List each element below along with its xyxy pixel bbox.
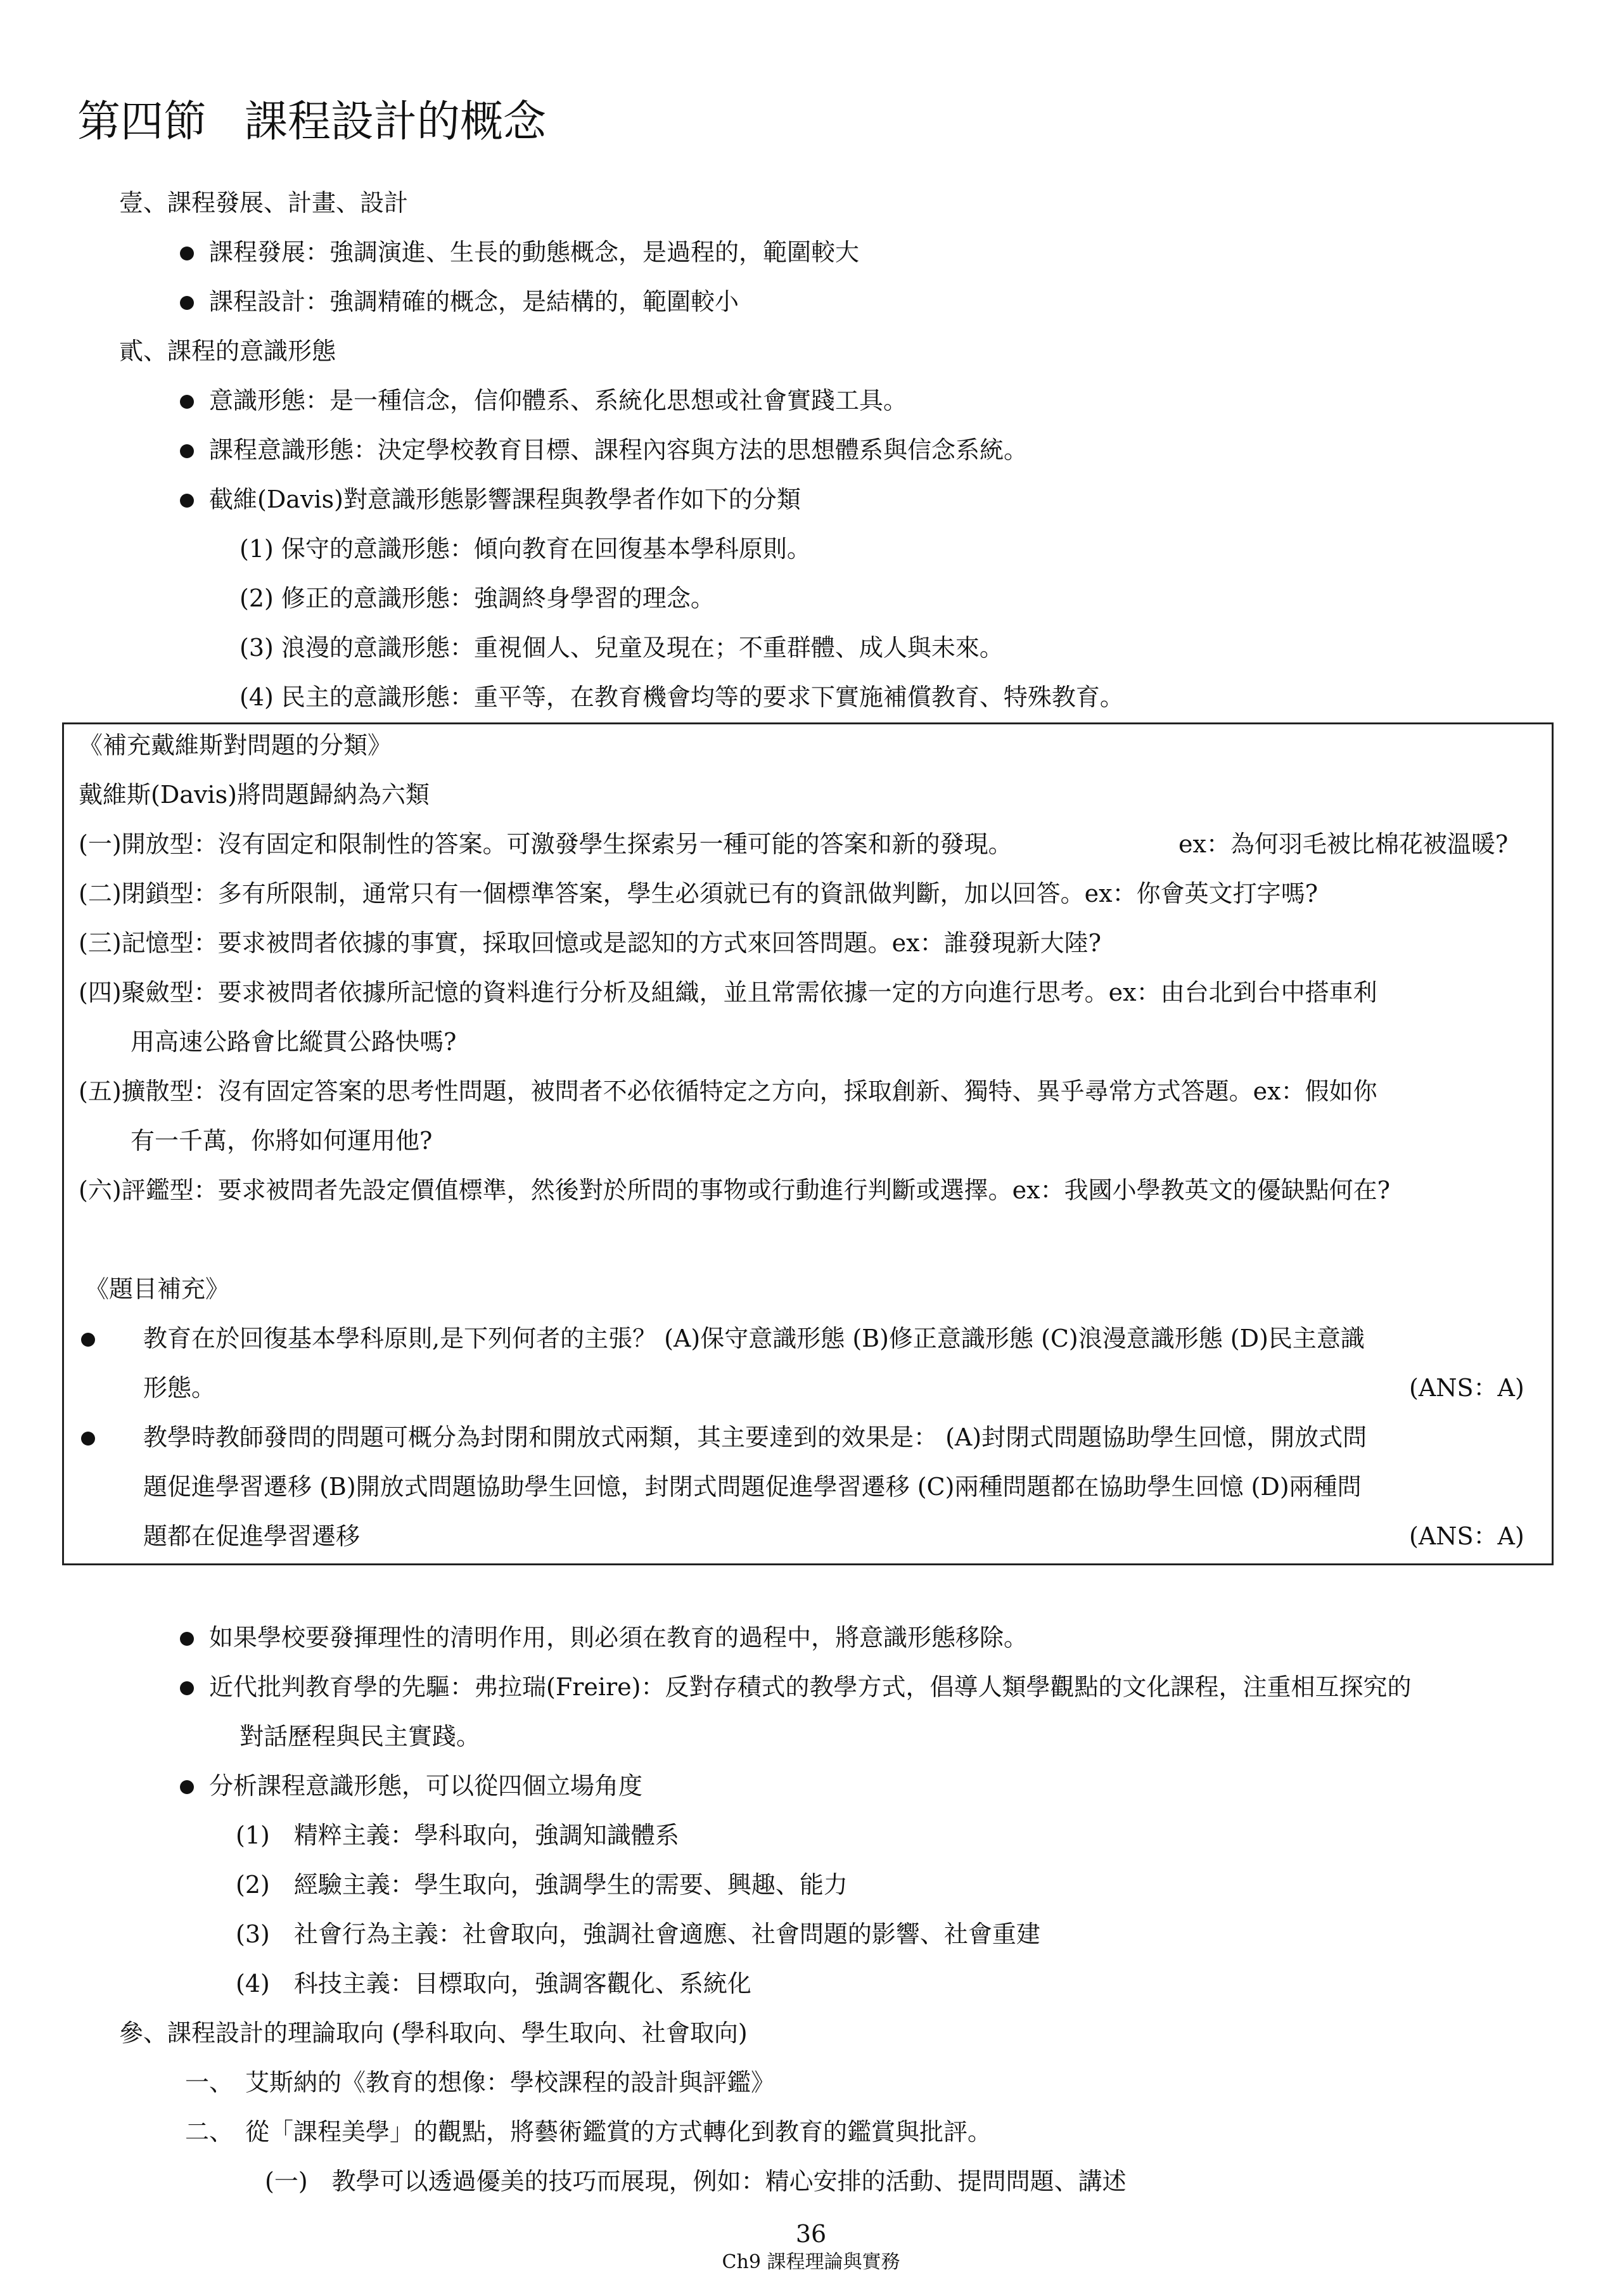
- sub-sub-item: (一) 教學可以透過優美的技巧而展現，例如：精心安排的活動、提問問題、講述: [265, 2167, 1127, 2195]
- bullet-text: 課程設計：強調精確的概念，是結構的，範圍較小: [209, 288, 739, 316]
- numbered-item: (3) 社會行為主義：社會取向，強調社會適應、社會問題的影響、社會重建: [236, 1920, 1040, 1948]
- numbered-item: (2) 經驗主義：學生取向，強調學生的需要、興趣、能力: [236, 1871, 848, 1899]
- question-example: ex：為何羽毛被比棉花被溫暖?: [1178, 830, 1509, 858]
- question-type: (五)擴散型：沒有固定答案的思考性問題，被問者不必依循特定之方向，採取創新、獨特、異乎尋常方式答題。ex：假如你: [79, 1077, 1377, 1105]
- bullet-text: 意識形態：是一種信念，信仰體系、系統化思想或社會實踐工具。: [209, 387, 908, 414]
- section-title: [77, 94, 546, 151]
- question-type: (一)開放型：沒有固定和限制性的答案。可激發學生探索另一種可能的答案和新的發現。: [79, 830, 1012, 858]
- exam-question: 教學時教師發問的問題可概分為封閉和開放式兩類，其主要達到的效果是： (A)封閉式問題協助學生回憶，開放式問: [143, 1423, 1367, 1451]
- bullet-text: 如果學校要發揮理性的清明作用，則必須在教育的過程中，將意識形態移除。: [209, 1624, 1028, 1651]
- heading-2: 貳、課程的意識形態: [119, 337, 336, 365]
- heading-1: 壹、課程發展、計畫、設計: [119, 189, 409, 217]
- numbered-item: (4) 民主的意識形態：重平等，在教育機會均等的要求下實施補償教育、特殊教育。: [239, 683, 1124, 711]
- sub-item: 二、 從「課程美學」的觀點，將藝術鑑賞的方式轉化到教育的鑑賞與批評。: [185, 2118, 992, 2146]
- question-type-cont: 有一千萬，你將如何運用他?: [131, 1127, 433, 1155]
- section-number: 第四節: [77, 97, 207, 147]
- question-type: (六)評鑑型：要求被問者先設定價值標準，然後對於所問的事物或行動進行判斷或選擇。ex：我國小學教英文的優缺點何在?: [79, 1176, 1390, 1204]
- bullet-icon: [180, 395, 194, 409]
- exam-question-cont: 形態。: [143, 1374, 216, 1402]
- numbered-item: (4) 科技主義：目標取向，強調客觀化、系統化: [236, 1970, 751, 1998]
- box-intro: 戴維斯(Davis)將問題歸納為六類: [79, 781, 430, 809]
- heading-3: 參、課程設計的理論取向 (學科取向、學生取向、社會取向): [119, 2019, 748, 2047]
- exam-question: 教育在於回復基本學科原則,是下列何者的主張？ (A)保守意識形態 (B)修正意識形態 (C)浪漫意識形態 (D)民主意識: [143, 1324, 1365, 1352]
- bullet-icon: [180, 1780, 194, 1794]
- bullet-text: 截維(Davis)對意識形態影響課程與教學者作如下的分類: [209, 485, 801, 513]
- answer-label: (ANS：A): [1409, 1522, 1524, 1550]
- bullet-icon: [180, 494, 194, 508]
- bullet-icon: [81, 1333, 95, 1347]
- numbered-item: (1) 精粹主義：學科取向，強調知識體系: [236, 1821, 679, 1849]
- bullet-icon: [180, 1681, 194, 1695]
- numbered-item: (3) 浪漫的意識形態：重視個人、兒童及現在；不重群體、成人與未來。: [239, 634, 1004, 662]
- question-type-cont: 用高速公路會比縱貫公路快嗎?: [131, 1028, 457, 1056]
- question-type: (二)閉鎖型：多有所限制，通常只有一個標準答案，學生必須就已有的資訊做判斷，加以回答。ex：你會英文打字嗎?: [79, 880, 1318, 907]
- chapter-footer: Ch9 課程理論與實務: [722, 2251, 900, 2273]
- exam-question-cont: 題促進學習遷移 (B)開放式問題協助學生回憶，封閉式問題促進學習遷移 (C)兩種問題都在協助學生回憶 (D)兩種問: [143, 1473, 1362, 1501]
- bullet-text: 分析課程意識形態，可以從四個立場角度: [209, 1772, 643, 1800]
- bullet-text: 課程發展：強調演進、生長的動態概念，是過程的，範圍較大: [209, 238, 860, 266]
- bullet-text-cont: 對話歷程與民主實踐。: [239, 1722, 481, 1750]
- bullet-text: 課程意識形態：決定學校教育目標、課程內容與方法的思想體系與信念系統。: [209, 436, 1028, 464]
- numbered-item: (2) 修正的意識形態：強調終身學習的理念。: [239, 584, 715, 612]
- sub-item: 一、 艾斯納的《教育的想像：學校課程的設計與評鑑》: [185, 2068, 776, 2096]
- bullet-icon: [180, 1632, 194, 1646]
- bullet-icon: [180, 247, 194, 260]
- bullet-text: 近代批判教育學的先驅：弗拉瑞(Freire)：反對存積式的教學方式，倡導人類學觀點的文化課程，注重相互探究的: [209, 1673, 1412, 1701]
- question-type: (四)聚斂型：要求被問者依據所記憶的資料進行分析及組織，並且常需依據一定的方向進行思考。ex：由台北到台中搭車利: [79, 978, 1377, 1006]
- exam-question-cont: 題都在促進學習遷移: [143, 1522, 361, 1550]
- bullet-icon: [81, 1432, 95, 1446]
- box-heading: 《補充戴維斯對問題的分類》: [79, 731, 392, 759]
- bullet-icon: [180, 444, 194, 458]
- question-type: (三)記憶型：要求被問者依據的事實，採取回憶或是認知的方式來回答問題。ex：誰發現新大陸?: [79, 929, 1101, 957]
- answer-label: (ANS：A): [1409, 1374, 1524, 1402]
- page-number: 36: [795, 2220, 827, 2248]
- box-heading: 《題目補充》: [85, 1275, 230, 1303]
- bullet-icon: [180, 296, 194, 310]
- section-name: 課程設計的概念: [245, 97, 547, 147]
- numbered-item: (1) 保守的意識形態：傾向教育在回復基本學科原則。: [239, 535, 811, 563]
